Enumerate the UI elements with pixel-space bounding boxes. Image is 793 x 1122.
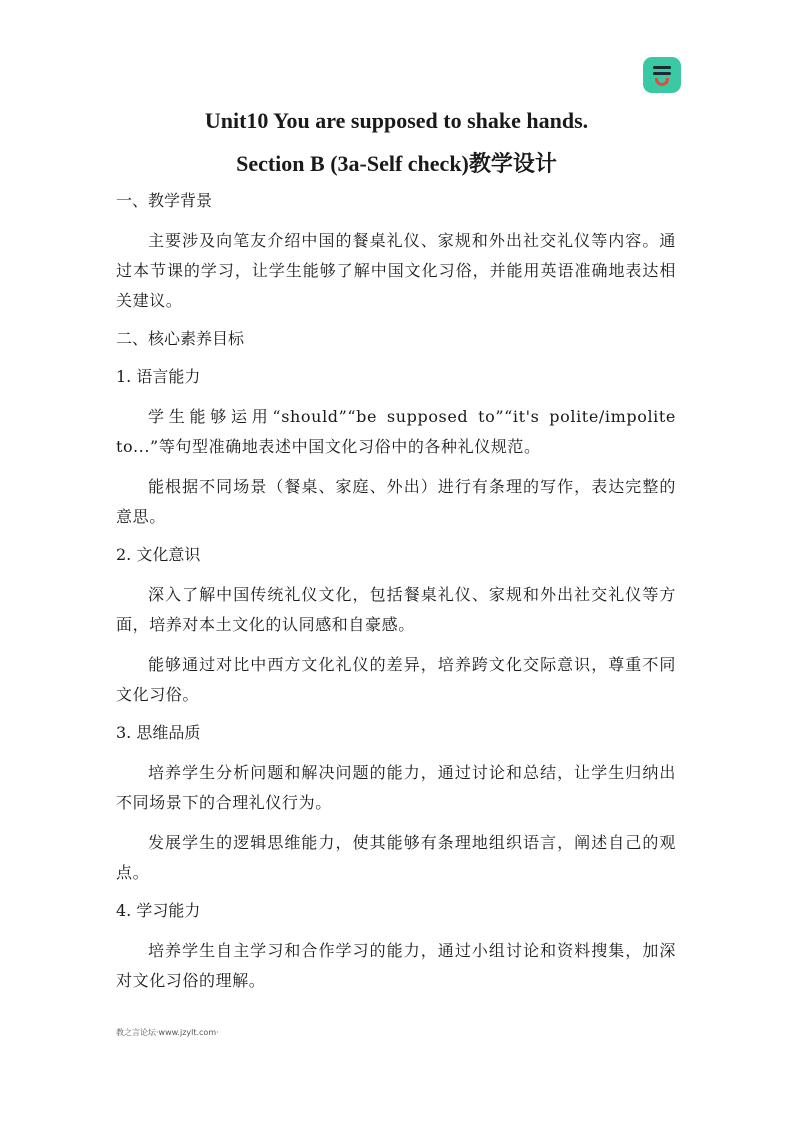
- jiaozhiyan-logo-icon: [643, 57, 681, 93]
- logo-smile: [655, 78, 669, 86]
- section-heading: 1. 语言能力: [116, 367, 201, 386]
- body-paragraph: 培养学生分析问题和解决问题的能力，通过讨论和总结，让学生归纳出不同场景下的合理礼仪行为。: [116, 763, 676, 812]
- logo-bar-middle: [653, 72, 671, 75]
- body-paragraph: 发展学生的逻辑思维能力，使其能够有条理地组织语言，阐述自己的观点。: [116, 833, 676, 882]
- document-title: Unit10 You are supposed to shake hands.: [204, 108, 589, 133]
- body-paragraph: 深入了解中国传统礼仪文化，包括餐桌礼仪、家规和外出社交礼仪等方面，培养对本土文化的认同感和自豪感。: [116, 585, 676, 634]
- body-paragraph: 培养学生自主学习和合作学习的能力，通过小组讨论和资料搜集，加深对文化习俗的理解。: [116, 941, 676, 990]
- section-heading: 2. 文化意识: [116, 545, 201, 564]
- footer-source: 教之言论坛·www.jzylt.com·: [116, 1028, 219, 1037]
- logo-bar-top: [653, 66, 671, 69]
- document-body: [116, 188, 676, 1006]
- body-paragraph: 学生能够运用“should”“be supposed to”“it's polite/impolite to...”等句型准确地表述中国文化习俗中的各种礼仪规范。: [116, 407, 676, 456]
- section-heading: 二、核心素养目标: [116, 329, 245, 348]
- section-heading: 4. 学习能力: [116, 901, 201, 920]
- document-subtitle: Section B (3a-Self check)教学设计: [236, 151, 557, 176]
- body-paragraph: 能根据不同场景（餐桌、家庭、外出）进行有条理的写作，表达完整的意思。: [116, 477, 676, 526]
- section-heading: 3. 思维品质: [116, 723, 201, 742]
- section-heading: 一、教学背景: [116, 191, 213, 210]
- body-paragraph: 能够通过对比中西方文化礼仪的差异，培养跨文化交际意识，尊重不同文化习俗。: [116, 655, 676, 704]
- body-paragraph: 主要涉及向笔友介绍中国的餐桌礼仪、家规和外出社交礼仪等内容。通过本节课的学习，让学生能够了解中国文化习俗，并能用英语准确地表达相关建议。: [116, 231, 676, 310]
